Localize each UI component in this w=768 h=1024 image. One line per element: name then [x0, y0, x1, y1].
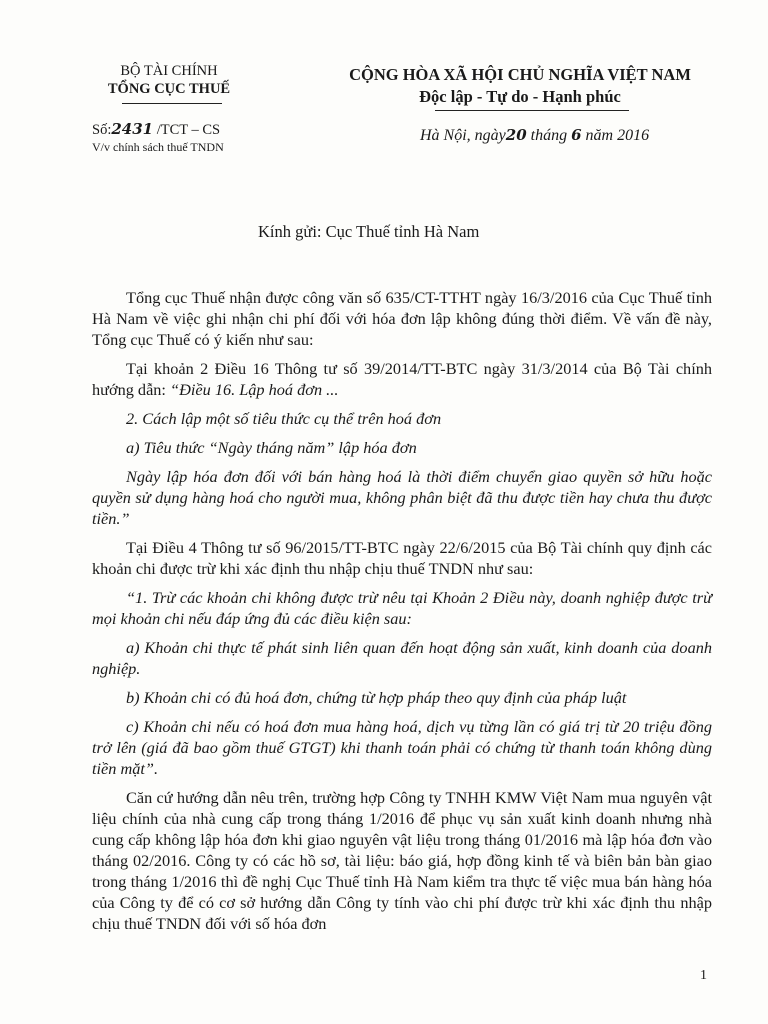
page-number: 1 [700, 968, 707, 983]
agency-underline [122, 103, 222, 104]
document-subject: V/v chính sách thuế TNDN [92, 140, 224, 154]
date-mid: tháng [526, 127, 572, 144]
date-day: 20 [505, 126, 527, 144]
paragraph-circular-39: Tại khoản 2 Điều 16 Thông tư số 39/2014/TT-BTC ngày 31/3/2014 của Bộ Tài chính hướng dẫn: “Điều 16. Lập hoá đơn ... [92, 359, 712, 399]
ministry-name: BỘ TÀI CHÍNH [120, 63, 218, 79]
doc-number-prefix: Số: [92, 122, 112, 138]
letter-body [92, 287, 712, 942]
issuing-agency-block [84, 62, 254, 98]
country-name: CỘNG HÒA XÃ HỘI CHỦ NGHĨA VIỆT NAM [349, 65, 691, 84]
motto: Độc lập - Tự do - Hạnh phúc [419, 87, 621, 106]
document-number [92, 120, 220, 139]
motto-underline [435, 110, 629, 111]
paragraph-conclusion: Căn cứ hướng dẫn nêu trên, trường hợp Công ty TNHH KMW Việt Nam mua nguyên vật liệu chính của nhà cung cấp trong tháng 1/2016 để phục vụ sản xuất kinh doanh nhưng nhà cung cấp không lập hóa đơn khi giao nguyên vật liệu trong tháng 01/2016 mà lập hóa đơn vào tháng 02/2016. Công ty có các hồ sơ, tài liệu: báo giá, hợp đồng kinh tế và biên bản bàn giao trong tháng 1/2016 thì đề nghị Cục Thuế tỉnh Hà Nam kiểm tra thực tế việc mua bán hàng hóa của Công ty để có cơ sở hướng dẫn Công ty tính vào chi phí được trừ khi xác định thu nhập chịu thuế TNDN đối với số hóa đơn [92, 788, 712, 933]
paragraph-condition-c: c) Khoản chi nếu có hoá đơn mua hàng hoá, dịch vụ từng lần có giá trị từ 20 triệu đồng trở lên (giá đã bao gồm thuế GTGT) khi thanh toán phải có chứng từ thanh toán không dùng tiền mặt”. [92, 717, 712, 778]
paragraph-intro: Tổng cục Thuế nhận được công văn số 635/CT-TTHT ngày 16/3/2016 của Cục Thuế tỉnh Hà Nam về việc ghi nhận chi phí đối với hóa đơn lập không đúng thời điểm. Về vấn đề này, Tổng cục Thuế có ý kiến như sau: [92, 288, 712, 349]
doc-number-suffix: /TCT – CS [156, 122, 221, 138]
date-prefix: Hà Nội, ngày [420, 127, 506, 144]
paragraph-quote-deductible: “1. Trừ các khoản chi không được trừ nêu tại Khoản 2 Điều này, doanh nghiệp được trừ mọi khoản chi nếu đáp ứng đủ các điều kiện sau: [92, 588, 712, 628]
paragraph-quote-item-a: a) Tiêu thức “Ngày tháng năm” lập hóa đơn [126, 438, 417, 457]
date-suffix: năm 2016 [581, 127, 650, 144]
date-month: 6 [571, 126, 582, 144]
date-line [420, 126, 649, 145]
paragraph-condition-b: b) Khoản chi có đủ hoá đơn, chứng từ hợp pháp theo quy định của pháp luật [126, 688, 627, 707]
paragraph-quote-item-2: 2. Cách lập một số tiêu thức cụ thể trên hoá đơn [126, 409, 442, 428]
department-name: TỔNG CỤC THUẾ [107, 81, 231, 97]
recipient-line: Kính gửi: Cục Thuế tỉnh Hà Nam [258, 222, 480, 241]
paragraph-circular-96: Tại Điều 4 Thông tư số 96/2015/TT-BTC ngày 22/6/2015 của Bộ Tài chính quy định các khoản chi được trừ khi xác định thu nhập chịu thuế TNDN như sau: [92, 538, 712, 578]
national-motto-block [330, 64, 710, 108]
paragraph-condition-a: a) Khoản chi thực tế phát sinh liên quan đến hoạt động sản xuất, kinh doanh của doanh nghiệp. [92, 638, 712, 678]
doc-number-handwritten: 2431 [111, 120, 154, 138]
paragraph-quote-invoice-date: Ngày lập hóa đơn đối với bán hàng hoá là thời điểm chuyển giao quyền sở hữu hoặc quyền sử dụng hàng hoá cho người mua, không phân biệt đã thu được tiền hay chưa thu được tiền.” [92, 467, 712, 528]
